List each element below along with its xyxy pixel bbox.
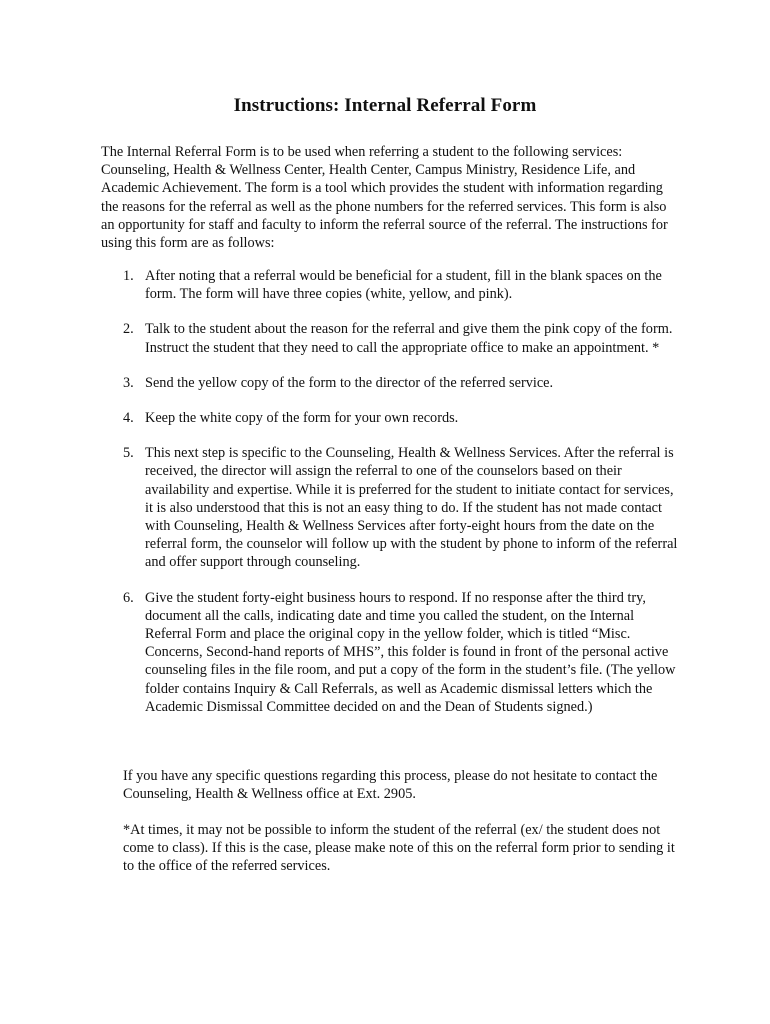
step-number: 5. (123, 445, 134, 462)
step-number: 6. (123, 589, 134, 606)
instruction-steps-list (101, 267, 681, 716)
step-text: Send the yellow copy of the form to the director of the referred service. (145, 374, 554, 391)
closing-paragraph: If you have any specific questions regarding this process, please do not hesitate to contact the Counseling, Health & Wellness office at Ext. 2905. (123, 768, 658, 803)
instruction-step-2 (101, 320, 681, 356)
step-number: 1. (123, 268, 134, 284)
instruction-step-4 (101, 409, 681, 427)
footnote-paragraph: *At times, it may not be possible to inform the student of the referral (ex/ the student does not come to class). If this is the case, please make note of this on the referral form prior to sending it to the office of the referred services. (123, 822, 675, 875)
intro-text: The Internal Referral Form is to be used when referring a student to the following services: Counseling, Health & Wellness Center, Health Center, Campus Ministry, Residence Life, and Academic Achievement. The form is a tool which provides the student with information regarding the reasons for the referral as well as the phone numbers for the referred services. This form is also an opportunity for staff and faculty to inform the referral source of the referral. The instructions for using this form are as follows: (101, 144, 668, 252)
step-text: Keep the white copy of the form for your own records. (145, 410, 459, 427)
step-text: Talk to the student about the reason for the referral and give them the pink copy of the form. Instruct the student that they need to call the appropriate office to make an appointment. * (145, 321, 673, 356)
step-number: 2. (123, 321, 134, 338)
instruction-step-5 (101, 444, 681, 571)
instruction-step-6 (101, 589, 681, 716)
step-text: Give the student forty-eight business hours to respond. If no response after the third try, document all the calls, indicating date and time you called the student, on the Internal Referral Form and place the original copy in the yellow folder, which is titled “Misc. Concerns, Second-hand reports of MHS”, this folder is found in front of the personal active counseling files in the file room, and put a copy of the form in the student’s file. (The yellow folder contains Inquiry & Call Referrals, as well as Academic dismissal letters which the Academic Dismissal Committee decided on and the Dean of Students signed.) (145, 589, 676, 715)
step-text: This next step is specific to the Counseling, Health & Wellness Services. After the referral is received, the director will assign the referral to one of the counselors based on their availability and expertise. While it is preferred for the student to initiate contact for services, it is also understood that this is not an easy thing to do. If the student has not made contact with Counseling, Health & Wellness Services after forty-eight hours from the date on the referral form, the counselor will follow up with the student by phone to inform of the referral and offer support through counseling. (145, 445, 678, 571)
step-number: 3. (123, 374, 134, 391)
intro-paragraph (101, 143, 681, 252)
step-number: 4. (123, 410, 134, 427)
instruction-step-3 (101, 374, 681, 392)
page-title: Instructions: Internal Referral Form (233, 95, 537, 116)
instruction-step-1 (101, 267, 681, 303)
step-text: After noting that a referral would be beneficial for a student, fill in the blank spaces on the form. The form will have three copies (white, yellow, and pink). (145, 268, 662, 303)
